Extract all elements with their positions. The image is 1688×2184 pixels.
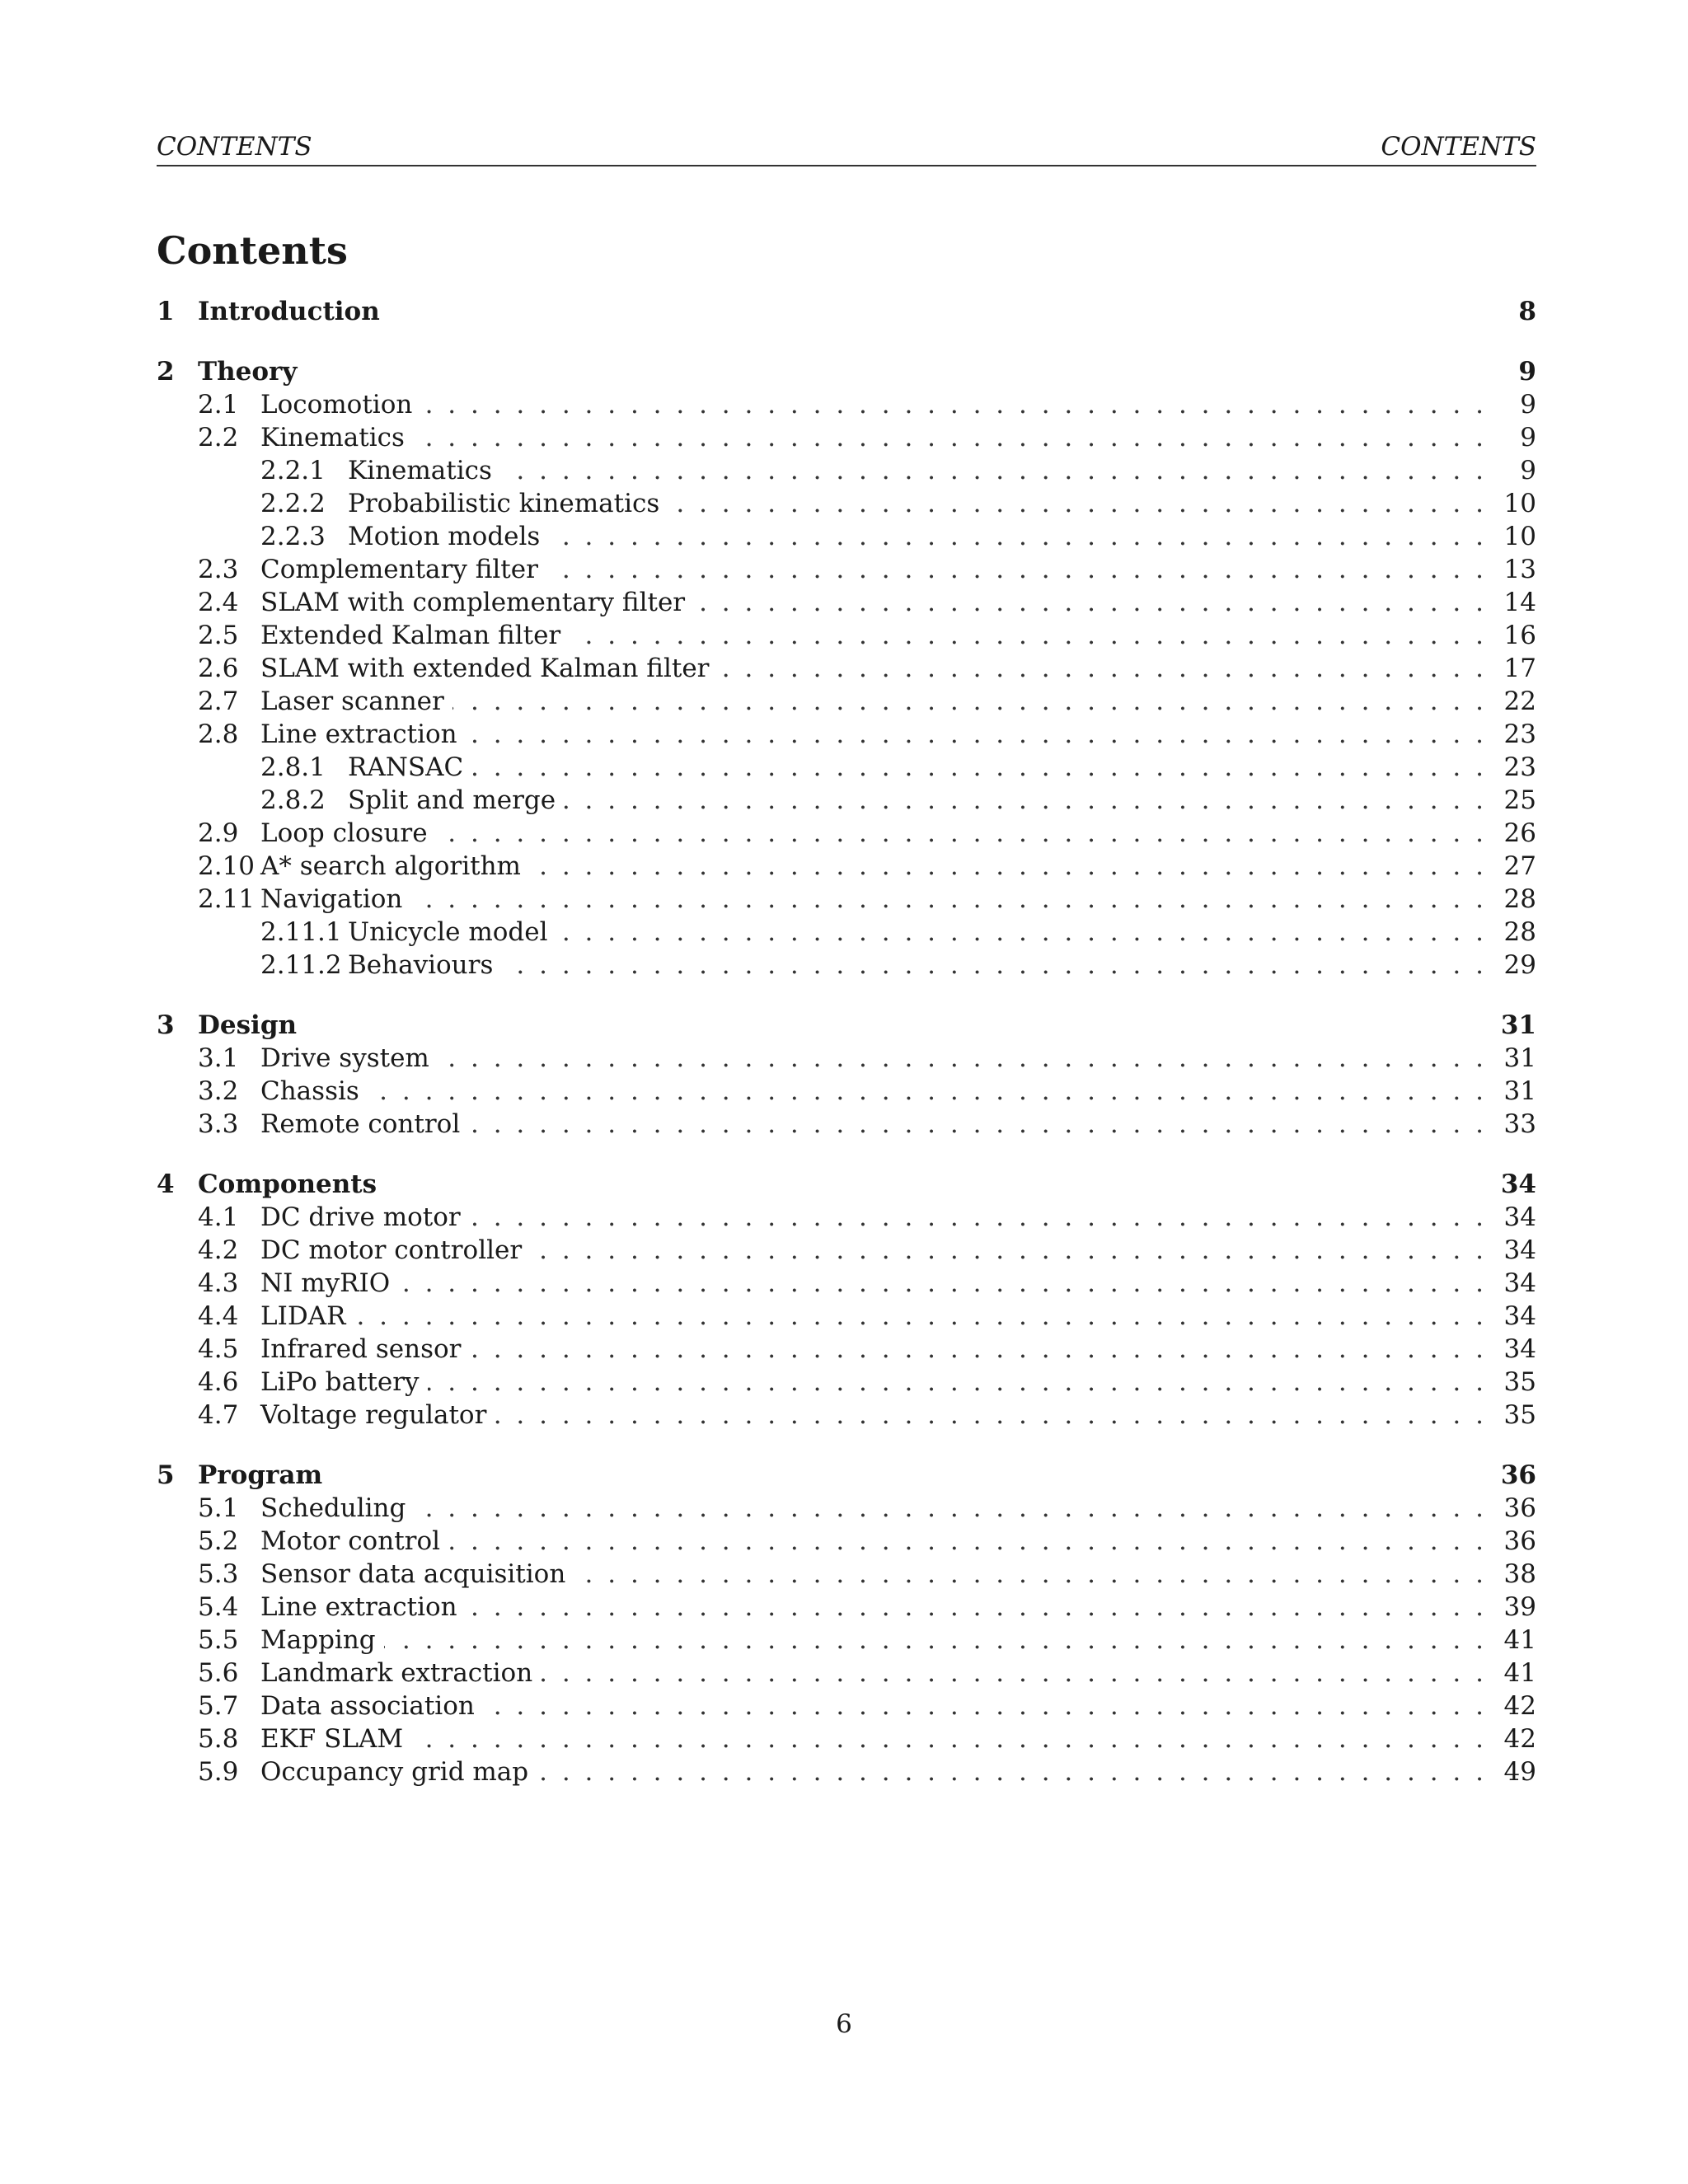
toc-entry-label: NI myRIO [260,1267,398,1300]
toc-entry-page: 42 [1503,1724,1536,1754]
toc-section-entry[interactable] [157,718,1536,751]
toc-entry-label: Chassis [260,1075,368,1108]
toc-section-entry[interactable] [157,1690,1536,1722]
toc-dot-leader [501,949,1487,982]
toc-section-entry[interactable] [157,1267,1536,1300]
toc-entry-page: 31 [1500,1010,1536,1040]
toc-entry-page: 14 [1503,588,1536,617]
toc-entry-page: 9 [1520,390,1536,419]
toc-entry-page: 38 [1503,1559,1536,1589]
toc-dot-leader [469,1201,1487,1234]
toc-entry-label: Laser scanner [260,685,452,718]
toc-entry-number: 2.11 [198,884,256,914]
toc-entry-number: 4.3 [198,1268,239,1298]
toc-dot-leader [368,1075,1487,1108]
toc-entry-label: Program [198,1459,331,1492]
toc-section-entry[interactable] [157,1624,1536,1657]
running-header-right: CONTENTS [1381,132,1536,162]
toc-entry-label: Line extraction [260,1591,466,1624]
toc-dot-leader [410,883,1487,916]
toc-entry-label: Extended Kalman filter [260,619,569,652]
toc-entry-number: 2.2.3 [260,522,326,551]
toc-entry-page: 35 [1503,1367,1536,1397]
toc-dot-leader [414,1492,1487,1525]
toc-entry-number: 2.3 [198,555,239,584]
toc-entry-label: Probabilistic kinematics [348,487,668,520]
toc-entry-label: Scheduling [260,1492,414,1525]
toc-dot-leader [548,520,1487,553]
toc-entry-page: 36 [1503,1526,1536,1556]
toc-entry-label: Mapping [260,1624,384,1657]
toc-entry-label: LiPo battery [260,1366,428,1399]
toc-entry-page: 9 [1520,456,1536,485]
toc-dot-leader [530,1234,1487,1267]
toc-entry-number: 5.9 [198,1757,239,1787]
toc-section-entry[interactable] [157,1333,1536,1366]
toc-entry-label: Voltage regulator [260,1399,495,1432]
toc-entry-label: Locomotion [260,388,420,421]
toc-entry-label: Split and merge [348,784,564,817]
toc-section-entry[interactable] [157,1300,1536,1333]
toc-entry-page: 36 [1500,1460,1536,1490]
toc-section-entry[interactable] [157,1722,1536,1755]
toc-entry-number: 2.9 [198,818,239,848]
toc-chapter-entry[interactable] [157,1009,1536,1042]
toc-entry-number: 2.6 [198,654,239,683]
toc-entry-page: 39 [1503,1592,1536,1622]
toc-entry-number: 4.6 [198,1367,239,1397]
toc-entry-label: Navigation [260,883,410,916]
toc-entry-page: 31 [1503,1076,1536,1106]
toc-entry-number: 2.4 [198,588,239,617]
running-header-left: CONTENTS [157,132,312,162]
toc-entry-number: 5.5 [198,1625,239,1655]
toc-entry-label: Components [198,1168,385,1201]
toc-entry-number: 2.10 [198,851,256,881]
toc-entry-label: Occupancy grid map [260,1755,537,1788]
toc-chapter-entry[interactable] [157,1168,1536,1201]
toc-dot-leader [428,1366,1487,1399]
toc-entry-page: 29 [1503,950,1536,980]
toc-dot-leader [384,1624,1487,1657]
toc-entry-number: 2.2.1 [260,456,326,485]
toc-subsection-entry[interactable] [157,454,1536,487]
toc-entry-label: Remote control [260,1108,468,1141]
toc-dot-leader [448,1525,1487,1558]
toc-dot-leader [398,1267,1487,1300]
toc-dot-leader [411,1722,1487,1755]
toc-entry-number: 2.1 [198,390,239,419]
toc-entry-number: 5.2 [198,1526,239,1556]
toc-entry-label: Introduction [198,295,388,328]
toc-dot-leader [556,916,1487,949]
toc-entry-number: 2.7 [198,687,239,716]
toc-entry-page: 28 [1503,917,1536,947]
toc-section-entry[interactable] [157,850,1536,883]
toc-subsection-entry[interactable] [157,751,1536,784]
toc-section-entry[interactable] [157,1525,1536,1558]
toc-dot-leader [564,784,1487,817]
toc-entry-number: 5 [157,1460,175,1490]
toc-entry-number: 4.2 [198,1235,239,1265]
toc-subsection-entry[interactable] [157,487,1536,520]
toc-dot-leader [436,817,1487,850]
toc-entry-number: 4.1 [198,1202,239,1232]
toc-section-entry[interactable] [157,553,1536,586]
toc-dot-leader [471,751,1487,784]
toc-entry-page: 13 [1503,555,1536,584]
toc-entry-page: 10 [1503,489,1536,518]
toc-entry-label: Complementary filter [260,553,546,586]
toc-dot-leader [438,1042,1487,1075]
toc-section-entry[interactable] [157,817,1536,850]
toc-entry-number: 2.8.2 [260,785,326,815]
toc-entry-label: Motion models [348,520,548,553]
toc-subsection-entry[interactable] [157,784,1536,817]
toc-entry-label: Behaviours [348,949,501,982]
toc-dot-leader [413,421,1487,454]
toc-dot-leader [469,1333,1487,1366]
toc-entry-page: 27 [1503,851,1536,881]
toc-section-entry[interactable] [157,1755,1536,1788]
toc-section-entry[interactable] [157,1075,1536,1108]
toc-dot-leader [466,1591,1487,1624]
toc-entry-label: EKF SLAM [260,1722,411,1755]
toc-entry-label: SLAM with complementary filter [260,586,693,619]
toc-entry-page: 41 [1503,1625,1536,1655]
toc-entry-page: 8 [1518,297,1536,326]
toc-entry-page: 22 [1503,687,1536,716]
toc-entry-number: 2.11.1 [260,917,342,947]
toc-entry-label: LIDAR [260,1300,354,1333]
toc-entry-page: 35 [1503,1400,1536,1430]
toc-entry-page: 9 [1518,357,1536,387]
toc-section-entry[interactable] [157,1492,1536,1525]
toc-dot-leader [452,685,1487,718]
toc-entry-label: Kinematics [260,421,413,454]
toc-entry-number: 1 [157,297,175,326]
toc-entry-number: 3.2 [198,1076,239,1106]
toc-section-entry[interactable] [157,388,1536,421]
toc-dot-leader [569,619,1487,652]
running-header [157,129,1536,166]
toc-entry-number: 3.1 [198,1043,239,1073]
toc-section-entry[interactable] [157,685,1536,718]
toc-section-entry[interactable] [157,652,1536,685]
toc-entry-page: 49 [1503,1757,1536,1787]
toc-dot-leader [541,1657,1487,1690]
toc-subsection-entry[interactable] [157,949,1536,982]
toc-entry-label: Drive system [260,1042,438,1075]
toc-entry-number: 5.8 [198,1724,239,1754]
toc-entry-number: 4.7 [198,1400,239,1430]
toc-entry-label: Motor control [260,1525,448,1558]
toc-dot-leader [693,586,1487,619]
toc-entry-number: 2.2.2 [260,489,326,518]
toc-dot-leader [574,1558,1487,1591]
toc-entry-number: 2.2 [198,423,239,452]
toc-section-entry[interactable] [157,586,1536,619]
toc-entry-page: 34 [1503,1268,1536,1298]
toc-subsection-entry[interactable] [157,916,1536,949]
toc-entry-number: 2 [157,357,175,387]
toc-dot-leader [483,1690,1487,1722]
toc-entry-page: 34 [1503,1334,1536,1364]
toc-dot-leader [468,1108,1487,1141]
toc-section-entry[interactable] [157,1558,1536,1591]
toc-entry-label: Sensor data acquisition [260,1558,574,1591]
toc-section-entry[interactable] [157,1657,1536,1690]
toc-subsection-entry[interactable] [157,520,1536,553]
toc-entry-number: 3.3 [198,1109,239,1139]
toc-entry-page: 25 [1503,785,1536,815]
toc-entry-label: Kinematics [348,454,500,487]
toc-chapter-entry[interactable] [157,355,1536,388]
toc-entry-page: 16 [1503,621,1536,650]
page-number: 6 [836,2009,852,2039]
toc-entry-number: 4 [157,1169,175,1199]
toc-entry-label: DC motor controller [260,1234,530,1267]
toc-entry-page: 31 [1503,1043,1536,1073]
toc-entry-number: 3 [157,1010,175,1040]
toc-entry-label: SLAM with extended Kalman filter [260,652,717,685]
toc-dot-leader [546,553,1487,586]
toc-section-entry[interactable] [157,1042,1536,1075]
toc-chapter-entry[interactable] [157,1459,1536,1492]
toc-dot-leader [354,1300,1487,1333]
toc-entry-page: 17 [1503,654,1536,683]
toc-entry-label: Loop closure [260,817,436,850]
toc-entry-page: 10 [1503,522,1536,551]
toc-dot-leader [537,1755,1487,1788]
toc-dot-leader [466,718,1487,751]
toc-entry-page: 36 [1503,1493,1536,1523]
toc-dot-leader [420,388,1487,421]
toc-entry-page: 28 [1503,884,1536,914]
toc-entry-page: 26 [1503,818,1536,848]
toc-entry-label: DC drive motor [260,1201,469,1234]
toc-entry-page: 34 [1503,1235,1536,1265]
toc-entry-number: 5.6 [198,1658,239,1688]
toc-dot-leader [668,487,1487,520]
toc-entry-label: Landmark extraction [260,1657,541,1690]
toc-entry-number: 4.5 [198,1334,239,1364]
toc-entry-label: Unicycle model [348,916,556,949]
toc-entry-number: 2.8.1 [260,752,326,782]
toc-entry-label: Design [198,1009,305,1042]
toc-entry-label: RANSAC [348,751,471,784]
toc-entry-page: 33 [1503,1109,1536,1139]
toc-entry-page: 34 [1503,1202,1536,1232]
toc-dot-leader [529,850,1487,883]
toc-entry-page: 41 [1503,1658,1536,1688]
toc-section-entry[interactable] [157,421,1536,454]
toc-entry-number: 2.8 [198,719,239,749]
toc-section-entry[interactable] [157,1399,1536,1432]
toc-entry-label: Theory [198,355,305,388]
toc-section-entry[interactable] [157,1366,1536,1399]
toc-entry-number: 5.7 [198,1691,239,1721]
toc-section-entry[interactable] [157,1201,1536,1234]
toc-entry-number: 4.4 [198,1301,239,1331]
toc-entry-number: 2.5 [198,621,239,650]
toc-entry-page: 34 [1500,1169,1536,1199]
toc-entry-page: 23 [1503,719,1536,749]
toc-section-entry[interactable] [157,619,1536,652]
toc-section-entry[interactable] [157,883,1536,916]
toc-entry-number: 5.1 [198,1493,239,1523]
toc-entry-label: Data association [260,1690,483,1722]
toc-dot-leader [495,1399,1487,1432]
toc-dot-leader [717,652,1487,685]
toc-entry-number: 5.3 [198,1559,239,1589]
toc-entry-page: 34 [1503,1301,1536,1331]
toc-entry-number: 5.4 [198,1592,239,1622]
toc-entry-label: Infrared sensor [260,1333,469,1366]
toc-entry-number: 2.11.2 [260,950,342,980]
toc-dot-leader [500,454,1487,487]
contents-title: Contents [157,228,348,273]
toc-entry-label: Line extraction [260,718,466,751]
toc-section-entry[interactable] [157,1108,1536,1141]
toc-chapter-entry[interactable] [157,295,1536,328]
toc-section-entry[interactable] [157,1591,1536,1624]
toc-entry-page: 23 [1503,752,1536,782]
toc-entry-page: 42 [1503,1691,1536,1721]
toc-section-entry[interactable] [157,1234,1536,1267]
toc-entry-label: A* search algorithm [260,850,529,883]
toc-entry-page: 9 [1520,423,1536,452]
